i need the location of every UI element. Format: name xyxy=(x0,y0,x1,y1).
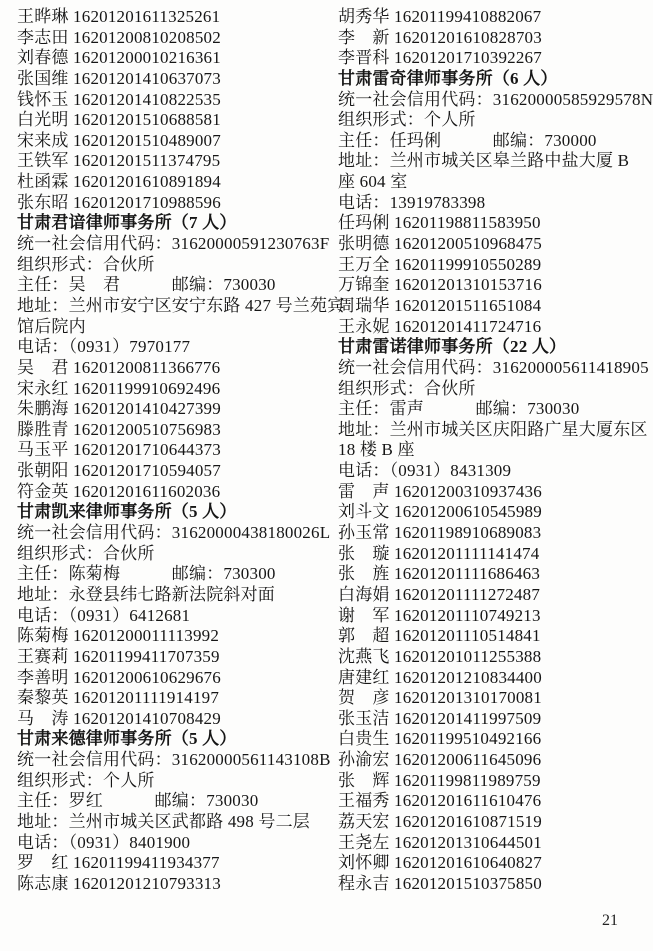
text-line: 谢 军 16201201110749213 xyxy=(338,605,541,625)
text-line: 组织形式：个人所 xyxy=(17,770,155,790)
text-line: 地址：兰州市城关区庆阳路广星大厦东区 xyxy=(338,419,648,439)
text-line: 沈燕飞 16201201011255388 xyxy=(338,646,542,666)
text-line: 李晋科 16201201710392267 xyxy=(338,48,542,68)
page-number: 21 xyxy=(602,912,618,929)
text-line: 王晔琳 16201201611325261 xyxy=(17,7,221,26)
text-line: 张东昭 16201201710988596 xyxy=(17,192,221,212)
text-line: 电话：13919783398 xyxy=(338,192,486,212)
text-line: 刘怀卿 16201201610640827 xyxy=(338,853,542,873)
text-line: 统一社会信用代码：31620000438180026L xyxy=(17,523,331,543)
text-line: 白海娟 16201201111272487 xyxy=(338,584,541,604)
text-line: 马 涛 16201201410708429 xyxy=(17,708,221,728)
text-line: 万锦奎 16201201310153716 xyxy=(338,275,542,295)
text-line: 地址：兰州市安宁区安宁东路 427 号兰苑宾 xyxy=(17,295,345,315)
text-line: 刘斗文 16201200610545989 xyxy=(338,502,542,522)
text-line: 统一社会信用代码：316200005611418905 xyxy=(338,357,649,377)
text-line: 符金英 16201201611602036 xyxy=(17,481,221,501)
firm-heading: 甘肃凯来律师事务所（5 人） xyxy=(17,502,237,522)
firm-heading: 甘肃来德律师事务所（5 人） xyxy=(17,729,237,749)
text-line: 李 新 16201201610828703 xyxy=(338,27,542,47)
text-line: 主任：任玛俐 邮编：730000 xyxy=(338,130,597,150)
text-line: 唐建红 16201201210834400 xyxy=(338,667,542,687)
text-line: 张朝阳 16201201710594057 xyxy=(17,461,221,481)
firm-heading: 甘肃雷诺律师事务所（22 人） xyxy=(338,337,567,357)
text-line: 馆后院内 xyxy=(17,316,86,336)
text-line: 白贵生 16201199510492166 xyxy=(338,729,542,749)
text-line: 马玉平 16201201710644373 xyxy=(17,440,221,460)
text-line: 组织形式：合伙所 xyxy=(17,543,155,563)
text-line: 张国维 16201201410637073 xyxy=(17,68,221,88)
column-right xyxy=(338,7,653,895)
text-line: 主任：罗红 邮编：730030 xyxy=(17,791,259,811)
text-line: 电话：（0931）8401900 xyxy=(17,832,191,852)
text-line: 座 604 室 xyxy=(338,172,408,192)
text-line: 刘春德 16201200010216361 xyxy=(17,48,221,68)
text-line: 电话：（0931）8431309 xyxy=(338,461,512,481)
text-line: 任玛俐 16201198811583950 xyxy=(338,213,541,233)
text-line: 罗 红 16201199411934377 xyxy=(17,853,220,873)
text-line: 统一社会信用代码：31620000591230763F xyxy=(17,234,330,254)
text-line: 张 璇 16201201111141474 xyxy=(338,543,540,563)
text-line: 张明德 16201200510968475 xyxy=(338,234,542,254)
text-line: 陈菊梅 16201200011113992 xyxy=(17,626,220,646)
text-line: 李志田 16201200810208502 xyxy=(17,27,221,47)
text-line: 统一社会信用代码：31620000561143108B xyxy=(17,750,331,770)
text-line: 电话：（0931）7970177 xyxy=(17,337,191,357)
text-line: 孙玉常 16201198910689083 xyxy=(338,523,542,543)
text-line: 主任：雷声 邮编：730030 xyxy=(338,399,580,419)
text-line: 贺 彦 16201201310170081 xyxy=(338,688,542,708)
text-line: 孙渝宏 16201200611645096 xyxy=(338,750,542,770)
text-line: 王赛莉 16201199411707359 xyxy=(17,646,220,666)
text-line: 雷 声 16201200310937436 xyxy=(338,481,542,501)
text-line: 荔天宏 16201201610871519 xyxy=(338,811,542,831)
text-line: 王铁军 16201201511374795 xyxy=(17,151,221,171)
text-line: 地址：兰州市城关区武都路 498 号二层 xyxy=(17,811,310,831)
text-line: 地址：兰州市城关区皋兰路中盐大厦 B xyxy=(338,151,630,171)
text-line: 朱鹏海 16201201410427399 xyxy=(17,399,221,419)
text-line: 18 楼 B 座 xyxy=(338,440,415,460)
firm-heading: 甘肃君谙律师事务所（7 人） xyxy=(17,213,237,233)
text-line: 宋永红 16201199910692496 xyxy=(17,378,221,398)
text-line: 钱怀玉 16201201410822535 xyxy=(17,89,221,109)
text-line: 吴 君 16201200811366776 xyxy=(17,357,221,377)
text-line: 统一社会信用代码：31620000585929578N xyxy=(338,89,653,109)
text-line: 胡秀华 16201199410882067 xyxy=(338,7,542,26)
text-line: 王万全 16201199910550289 xyxy=(338,254,542,274)
text-line: 张玉洁 16201201411997509 xyxy=(338,708,542,728)
text-line: 主任：吴 君 邮编：730030 xyxy=(17,275,276,295)
column-left xyxy=(17,7,345,895)
text-line: 秦黎英 16201201111914197 xyxy=(17,688,220,708)
text-line: 滕胜青 16201200510756983 xyxy=(17,419,221,439)
text-line: 组织形式：个人所 xyxy=(338,110,476,130)
text-line: 张 辉 16201199811989759 xyxy=(338,770,541,790)
text-line: 陈志康 16201201210793313 xyxy=(17,873,221,893)
text-line: 白光明 16201201510688581 xyxy=(17,110,221,130)
text-line: 宋来成 16201201510489007 xyxy=(17,130,221,150)
text-line: 地址：永登县纬七路新法院斜对面 xyxy=(17,584,275,604)
text-line: 王永妮 16201201411724716 xyxy=(338,316,542,336)
text-line: 组织形式：合伙所 xyxy=(17,254,155,274)
text-line: 张 旌 16201201111686463 xyxy=(338,564,541,584)
text-line: 电话：（0931）6412681 xyxy=(17,605,191,625)
text-line: 主任：陈菊梅 邮编：730300 xyxy=(17,564,276,584)
text-line: 程永吉 16201201510375850 xyxy=(338,873,542,893)
text-line: 组织形式：合伙所 xyxy=(338,378,476,398)
text-line: 杜函霖 16201201610891894 xyxy=(17,172,221,192)
firm-heading: 甘肃雷奇律师事务所（6 人） xyxy=(338,68,558,88)
text-line: 郭 超 16201201110514841 xyxy=(338,626,541,646)
text-line: 王尧左 16201201310644501 xyxy=(338,832,542,852)
text-line: 周瑞华 16201201511651084 xyxy=(338,295,542,315)
text-line: 王福秀 16201201611610476 xyxy=(338,791,542,811)
text-line: 李善明 16201200610629676 xyxy=(17,667,221,687)
